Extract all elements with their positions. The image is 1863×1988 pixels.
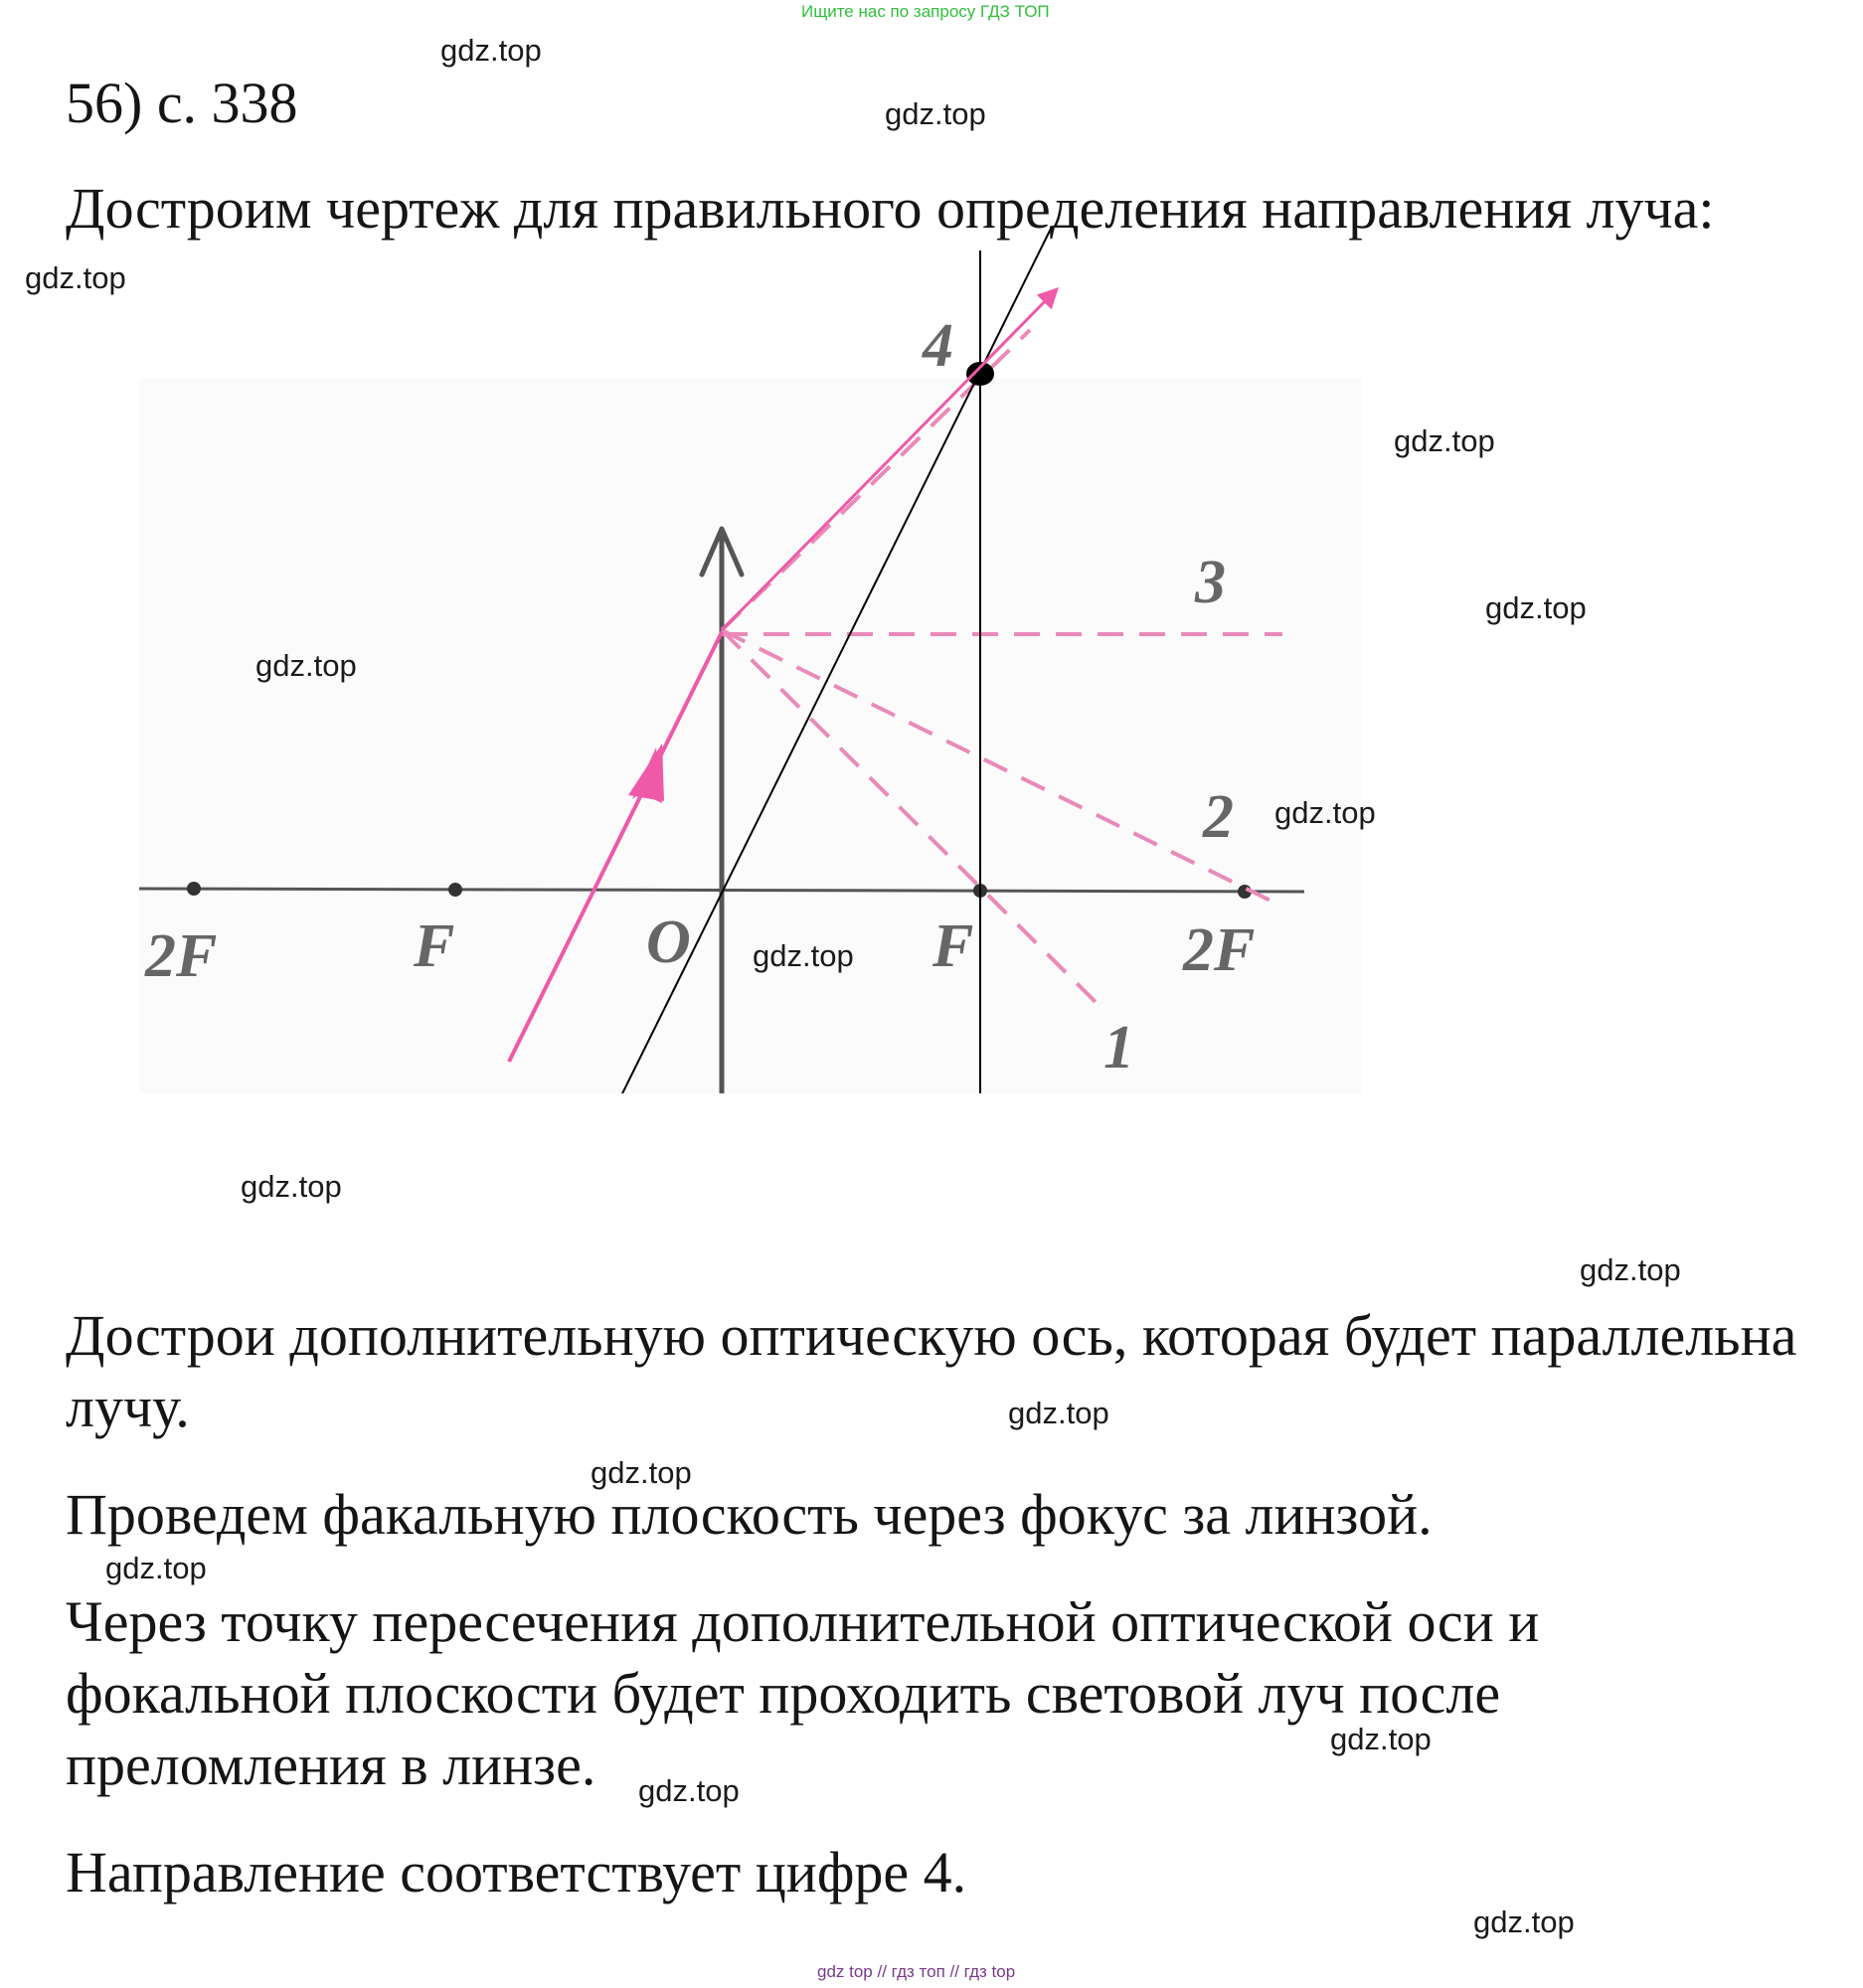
watermark[interactable]: gdz.top — [1008, 1396, 1109, 1430]
paragraph-2: Проведем факальную плоскость через фокус за линзой. — [66, 1482, 1433, 1547]
watermark[interactable]: gdz.top — [241, 1169, 342, 1204]
intro-text: Достроим чертеж для правильного определения направления луча: — [66, 176, 1715, 241]
label-ray-3: 3 — [1195, 549, 1226, 616]
paragraph-3-line-2: фокальной плоскости будет проходить световой луч после — [66, 1661, 1501, 1726]
watermark[interactable]: gdz.top — [440, 33, 542, 68]
footer-note[interactable]: gdz top // гдз топ // гдз top — [817, 1962, 1016, 1981]
paragraph-3-line-1: Через точку пересечения дополнительной оптической оси и — [66, 1589, 1540, 1654]
diagram-background — [139, 378, 1362, 1093]
label-2f-left: 2F — [145, 922, 218, 990]
watermark[interactable]: gdz.top — [591, 1455, 692, 1490]
watermark[interactable]: gdz.top — [638, 1773, 740, 1808]
watermark[interactable]: gdz.top — [1274, 795, 1376, 830]
label-f-left: F — [414, 912, 455, 980]
watermark[interactable]: gdz.top — [1580, 1252, 1681, 1287]
point-f-left — [448, 883, 462, 897]
watermark[interactable]: gdz.top — [753, 938, 854, 973]
label-ray-2: 2 — [1203, 783, 1234, 851]
paragraph-3-line-3: преломления в линзе. — [66, 1733, 596, 1797]
label-ray-1: 1 — [1103, 1014, 1134, 1081]
label-o: O — [646, 909, 691, 976]
watermark[interactable]: gdz.top — [1473, 1905, 1575, 1939]
label-ray-4: 4 — [923, 312, 953, 380]
watermark[interactable]: gdz.top — [1330, 1722, 1432, 1756]
label-2f-right: 2F — [1183, 916, 1256, 984]
label-f-right: F — [932, 912, 974, 980]
watermark[interactable]: gdz.top — [885, 96, 986, 131]
header-note[interactable]: Ищите нас по запросу ГДЗ ТОП — [801, 2, 1050, 21]
paragraph-4: Направление соответствует цифре 4. — [66, 1840, 967, 1905]
watermark[interactable]: gdz.top — [25, 260, 126, 295]
watermark[interactable]: gdz.top — [105, 1551, 207, 1585]
paragraph-1-line-2: лучу. — [66, 1375, 190, 1439]
paragraph-1-line-1: Дострои дополнительную оптическую ось, которая будет параллельна — [66, 1303, 1797, 1368]
problem-ref: 56) с. 338 — [66, 71, 298, 135]
watermark[interactable]: gdz.top — [255, 648, 357, 683]
watermark[interactable]: gdz.top — [1485, 590, 1587, 625]
watermark[interactable]: gdz.top — [1394, 423, 1495, 458]
point-2f-left — [187, 882, 201, 896]
